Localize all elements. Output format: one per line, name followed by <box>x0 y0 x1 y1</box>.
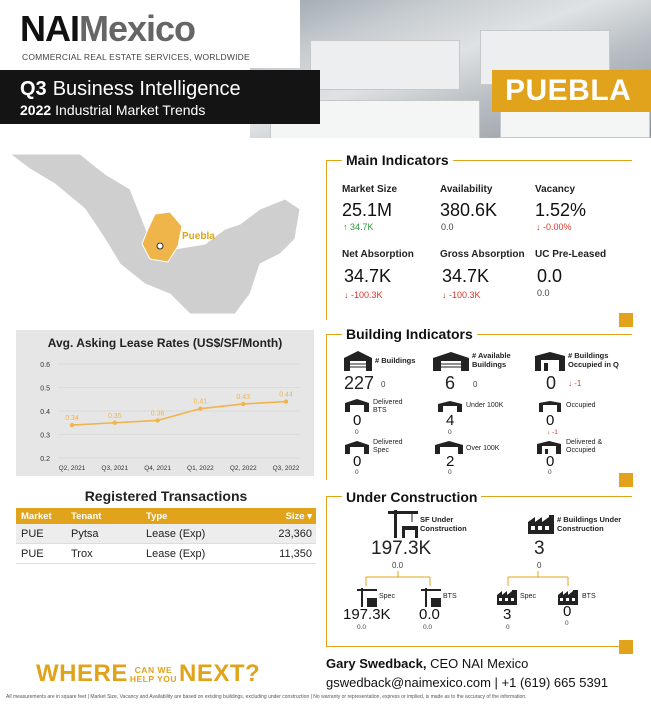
disclaimer: All measurements are in square feet | Market Size, Vacancy and Availability are based on existing buildings, excluding under construction | No warranty or representation, express or implied, is made as to the accuracy of the information. <box>6 694 527 700</box>
occupied-in-q-value: 0 <box>546 373 557 393</box>
occupied-change: ↓ -1 <box>547 429 558 436</box>
under-construction-title: Under Construction <box>342 489 481 505</box>
available-buildings-label: # Available Buildings <box>472 351 511 369</box>
city-name: PUEBLA <box>505 74 632 107</box>
uc-sf-spec-value: 197.3K <box>343 606 391 623</box>
x-tick-label: Q3, 2022 <box>272 465 300 472</box>
where-can-we-help-slogan: WHERE CAN WE HELP YOUNEXT? <box>36 660 261 687</box>
contact-name: Gary Swedback, CEO NAI Mexico <box>326 656 529 671</box>
under-100k-icon <box>437 400 463 412</box>
uc-b-spec-value: 3 <box>503 606 512 623</box>
cell-size: 11,350 <box>279 547 312 560</box>
buildings-uc-change: 0 <box>537 561 542 570</box>
x-tick-label: Q2, 2022 <box>229 465 257 472</box>
data-point <box>198 406 202 410</box>
crane-spec-icon <box>356 587 378 607</box>
net-absorption-value: 34.7K <box>344 266 392 286</box>
col-size[interactable]: Size ▾ <box>285 510 312 522</box>
uc-b-bts-change: 0 <box>565 620 569 627</box>
data-label: 0.44 <box>279 391 293 399</box>
occupied-in-q-label: # Buildings Occupied in Q <box>568 351 619 369</box>
data-point <box>70 423 74 427</box>
market-size-label: Market Size <box>342 184 398 195</box>
col-tenant[interactable]: Tenant <box>71 510 102 522</box>
cell-type: Lease (Exp) <box>146 547 206 560</box>
gross-absorption-value: 34.7K <box>442 266 490 286</box>
uc-preleased-change: 0.0 <box>537 288 550 298</box>
data-label: 0.41 <box>193 398 208 406</box>
delivered-occupied-label: Delivered & Occupied <box>566 439 603 454</box>
buildings-uc-label: # Buildings Under Construction <box>557 515 622 533</box>
corner-square <box>619 640 633 654</box>
availability-label: Availability <box>440 184 493 195</box>
puebla-label: Puebla <box>182 231 215 242</box>
factory-spec-icon <box>496 589 518 605</box>
crane-bts-icon <box>420 587 442 607</box>
cell-size: 23,360 <box>278 527 312 540</box>
gross-absorption-change: ↓ -100.3K <box>442 290 481 300</box>
warehouse-icon <box>432 351 470 371</box>
building-indicators-title: Building Indicators <box>342 326 477 342</box>
delivered-bts-change: 0 <box>355 429 359 436</box>
delivered-occupied-value: 0 <box>546 453 555 470</box>
table-header <box>16 508 316 524</box>
uc-b-spec-change: 0 <box>506 624 510 631</box>
vacancy-change: ↓ -0.00% <box>536 222 572 232</box>
delivered-bts-label: Delivered BTS <box>373 399 403 414</box>
x-tick-label: Q1, 2022 <box>187 465 214 472</box>
nai-logo: NAIMexico <box>20 8 196 49</box>
uc-tree-connectors <box>330 568 630 588</box>
corner-square <box>619 313 633 327</box>
occupied-icon <box>538 400 562 412</box>
main-indicators-title: Main Indicators <box>342 152 453 168</box>
uc-b-bts-value: 0 <box>563 603 572 620</box>
over-100k-value: 2 <box>446 453 455 470</box>
occupied-in-q-change: ↓ -1 <box>568 379 582 388</box>
cell-type: Lease (Exp) <box>146 527 206 540</box>
y-tick-label: 0.5 <box>40 385 50 393</box>
delivered-spec-change: 0 <box>355 469 359 476</box>
net-absorption-change: ↓ -100.3K <box>344 290 383 300</box>
mexico-map <box>10 154 306 314</box>
data-point <box>284 399 288 403</box>
x-tick-label: Q2, 2021 <box>58 465 86 472</box>
available-buildings-value: 6 <box>445 373 456 393</box>
sf-uc-label: SF Under Construction <box>420 515 467 533</box>
occupied-value: 0 <box>546 412 555 429</box>
report-subtitle: 2022 Industrial Market Trends <box>20 102 206 118</box>
transactions-title: Registered Transactions <box>84 488 248 504</box>
building-icon <box>342 349 374 371</box>
available-buildings-change: 0 <box>473 380 478 389</box>
cell-market: PUE <box>21 527 44 540</box>
vacancy-label: Vacancy <box>535 184 576 195</box>
cell-tenant: Trox <box>71 547 93 560</box>
buildings-change: 0 <box>381 380 386 389</box>
buildings-label: # Buildings <box>375 356 416 365</box>
transactions-table <box>16 508 316 564</box>
gross-absorption-label: Gross Absorption <box>440 249 525 260</box>
market-size-value: 25.1M <box>342 200 393 220</box>
y-tick-label: 0.2 <box>40 456 50 463</box>
buildings-uc-value: 3 <box>534 538 545 559</box>
data-label: 0.43 <box>236 393 251 401</box>
uc-preleased-value: 0.0 <box>537 266 563 286</box>
table-row <box>16 544 316 564</box>
data-point <box>113 421 117 425</box>
col-type[interactable]: Type <box>146 510 168 522</box>
availability-change: 0.0 <box>441 222 454 232</box>
x-tick-label: Q4, 2021 <box>144 465 171 472</box>
data-label: 0.34 <box>65 415 79 423</box>
sf-uc-value: 197.3K <box>371 538 432 559</box>
y-tick-label: 0.6 <box>40 362 50 369</box>
data-label: 0.36 <box>150 410 165 418</box>
uc-sf-bts-label: BTS <box>443 593 457 600</box>
contact-info[interactable]: gswedback@naimexico.com | +1 (619) 665 5391 <box>326 675 609 690</box>
net-absorption-label: Net Absorption <box>342 249 414 260</box>
y-tick-label: 0.3 <box>40 432 50 440</box>
delivered-spec-value: 0 <box>353 453 362 470</box>
delivered-spec-icon <box>344 440 370 454</box>
data-label: 0.35 <box>107 412 122 420</box>
market-size-change: ↑ 34.7K <box>343 222 374 232</box>
uc-sf-spec-label: Spec <box>379 593 395 600</box>
uc-b-bts-label: BTS <box>582 593 596 600</box>
factory-icon <box>527 514 555 534</box>
delivered-occupied-change: 0 <box>548 469 552 476</box>
under-100k-value: 4 <box>446 412 455 429</box>
data-point <box>155 418 159 422</box>
uc-sf-bts-change: 0.0 <box>423 624 433 631</box>
series-line <box>72 402 286 426</box>
delivered-spec-label: Delivered Spec <box>373 439 403 454</box>
corner-square <box>619 473 633 487</box>
lease-rate-chart <box>16 352 314 476</box>
occupied-label: Occupied <box>566 402 596 409</box>
vacancy-value: 1.52% <box>535 200 587 220</box>
sf-uc-change: 0.0 <box>392 561 404 570</box>
availability-value: 380.6K <box>440 200 498 220</box>
over-100k-label: Over 100K <box>466 445 500 452</box>
delivered-bts-icon <box>344 398 370 412</box>
uc-b-spec-label: Spec <box>520 593 536 600</box>
x-tick-label: Q3, 2021 <box>101 465 129 472</box>
under-100k-label: Under 100K <box>466 402 504 409</box>
over-100k-icon <box>434 440 464 454</box>
crane-icon <box>386 508 420 538</box>
report-title: Q3 Business Intelligence <box>20 78 241 100</box>
table-row <box>16 524 316 544</box>
cell-market: PUE <box>21 547 44 560</box>
uc-sf-bts-value: 0.0 <box>419 606 440 623</box>
over-100k-change: 0 <box>448 469 452 476</box>
y-tick-label: 0.4 <box>40 409 50 416</box>
tagline: COMMERCIAL REAL ESTATE SERVICES, WORLDWIDE <box>22 52 250 62</box>
chart-title: Avg. Asking Lease Rates (US$/SF/Month) <box>47 336 283 350</box>
buildings-value: 227 <box>344 373 375 393</box>
cell-tenant: Pytsa <box>71 527 99 540</box>
occupied-building-icon <box>534 351 566 371</box>
uc-preleased-label: UC Pre-Leased <box>535 249 607 260</box>
uc-sf-spec-change: 0.0 <box>357 624 367 631</box>
delivered-occupied-icon <box>536 440 562 454</box>
col-market[interactable]: Market <box>21 510 52 522</box>
under-100k-change: 0 <box>448 429 452 436</box>
delivered-bts-value: 0 <box>353 412 362 429</box>
data-point <box>241 402 245 406</box>
